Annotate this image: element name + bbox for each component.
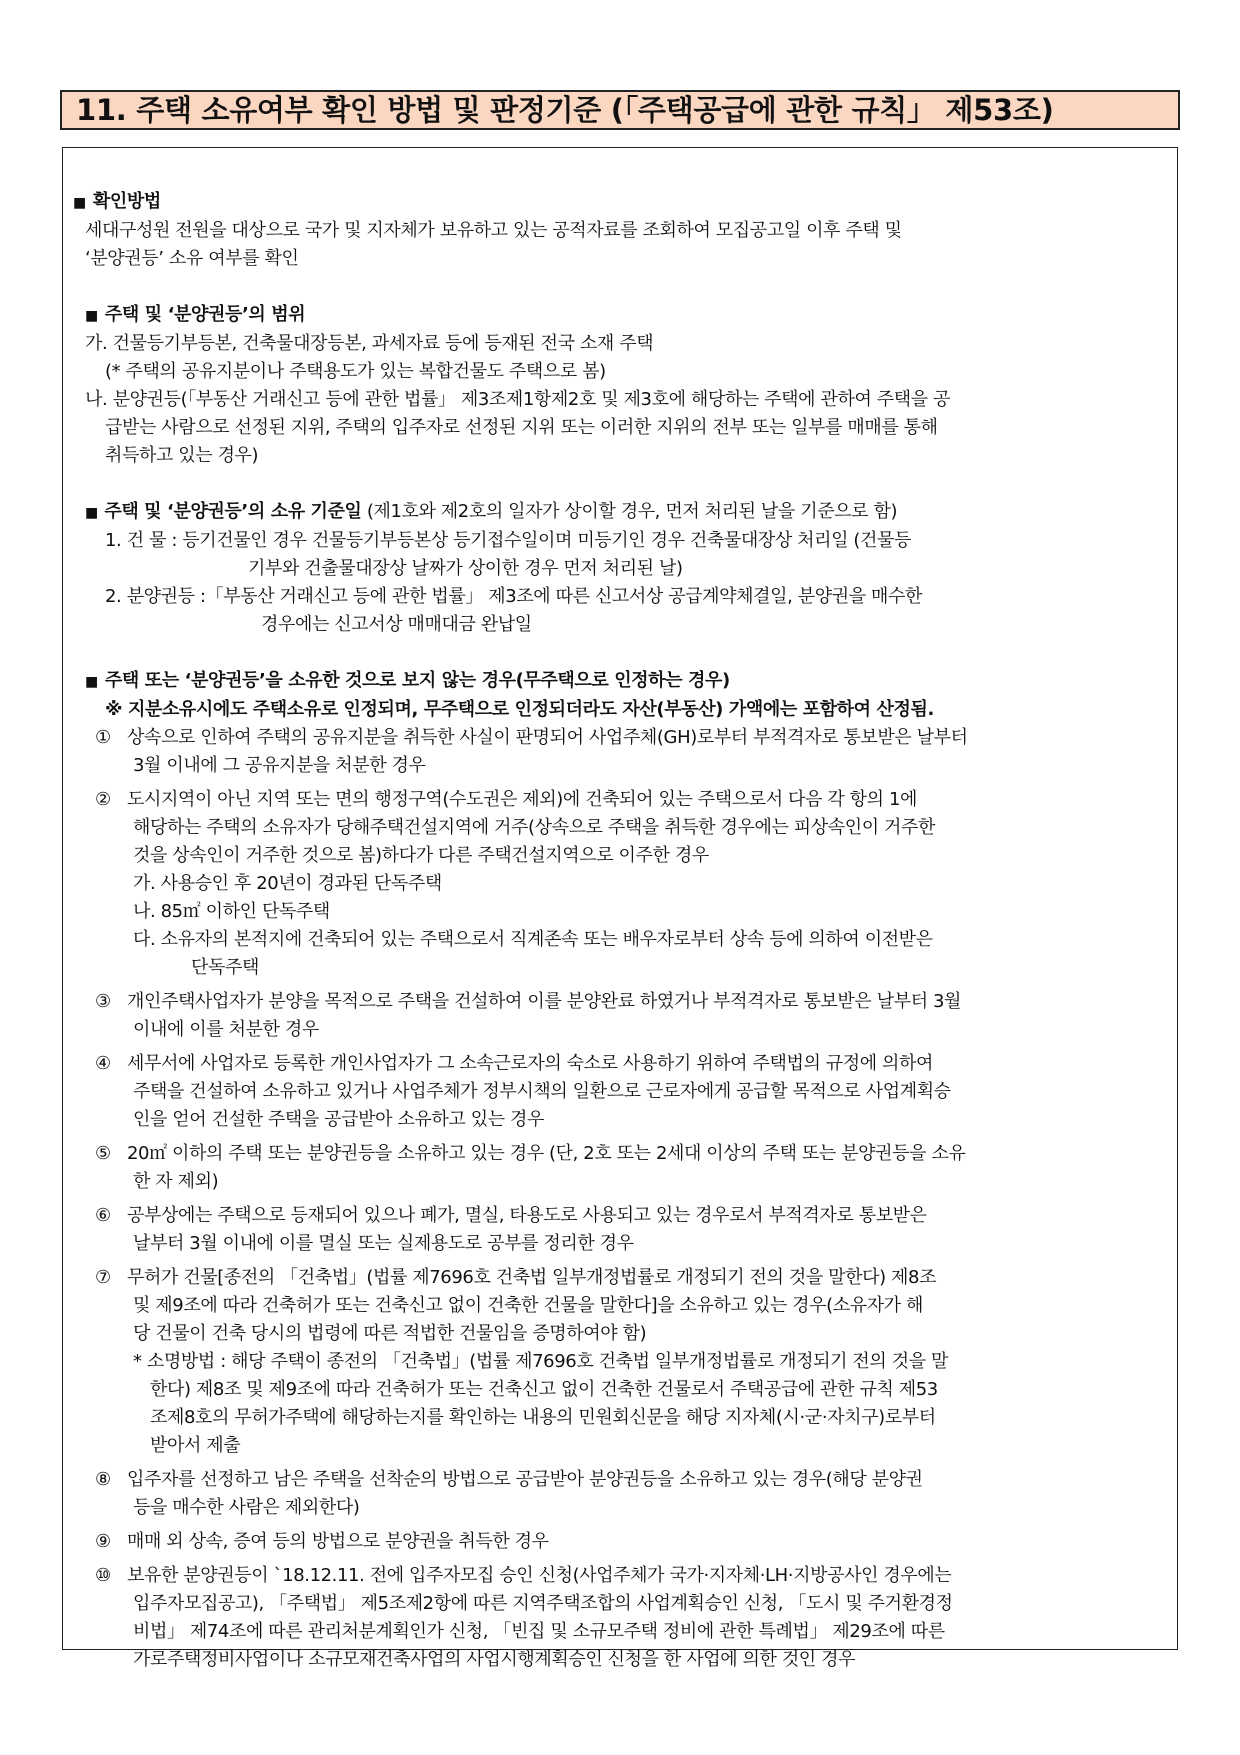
section-heading-text: 주택 또는 ‘분양권등’을 소유한 것으로 보지 않는 경우(무주택으로 인정하는 경우) (104, 670, 730, 691)
item-number: ⑥ (95, 1205, 111, 1226)
item-text: 해당하는 주택의 소유자가 당해주택건설지역에 거주(상속으로 주택을 취득한 경우에는 피상속인이 거주한 (133, 817, 935, 838)
exception-item (73, 988, 1161, 1044)
item-text: 상속으로 인하여 주택의 공유지분을 취득한 사실이 판명되어 사업주체(GH)로부터 부적격자로 통보받은 날부터 (127, 727, 968, 748)
exception-sub-line: 나. 85㎡ 이하인 단독주택 (133, 901, 330, 922)
item-number: ④ (95, 1053, 111, 1074)
exception-item-line (73, 1528, 1161, 1556)
item-number: ③ (95, 991, 111, 1012)
paragraph-line: 나. 분양권등(「부동산 거래신고 등에 관한 법률」 제3조제1항제2호 및 제3호에 해당하는 주택에 관하여 주택을 공 (85, 389, 951, 410)
item-text: 보유한 분양권등이 `18.12.11. 전에 입주자모집 승인 신청(사업주체가 국가·지자체·LH·지방공사인 경우에는 (127, 1565, 952, 1586)
exception-list (73, 724, 1161, 1674)
paragraph-line: 경우에는 신고서상 매매대금 완납일 (261, 614, 532, 635)
item-text: 세무서에 사업자로 등록한 개인사업자가 그 소속근로자의 숙소로 사용하기 위하여 주택법의 규정에 의하여 (127, 1053, 934, 1074)
exception-item-line (73, 1494, 1161, 1522)
item-number: ⑤ (95, 1143, 111, 1164)
exception-item-line (73, 1320, 1161, 1348)
exception-item-line (73, 842, 1161, 870)
item-text: 것을 상속인이 거주한 것으로 봄)하다가 다른 주택건설지역으로 이주한 경우 (133, 845, 709, 866)
item-number: ② (95, 789, 111, 810)
paragraph-line: 가. 건물등기부등본, 건축물대장등본, 과세자료 등에 등재된 전국 소재 주택 (85, 333, 654, 354)
item-text: 가로주택정비사업이나 소규모재건축사업의 사업시행계획승인 신청을 한 사업에 의한 것인 경우 (133, 1649, 856, 1670)
exception-item (73, 724, 1161, 780)
exception-item-line (73, 724, 1161, 752)
exception-item-line (73, 1140, 1161, 1168)
section-heading-reference-date (73, 498, 1161, 527)
exception-item-line (73, 1230, 1161, 1258)
section-heading-verification-method (73, 188, 1161, 217)
exception-item-line (73, 1078, 1161, 1106)
section-heading-text: 확인방법 (92, 191, 161, 212)
item-text: 입주자를 선정하고 남은 주택을 선착순의 방법으로 공급받아 분양권등을 소유하고 있는 경우(해당 분양권 (127, 1469, 923, 1490)
content-box (62, 147, 1178, 1670)
exception-item-line (73, 1292, 1161, 1320)
item-text: 날부터 3월 이내에 이를 멸실 또는 실제용도로 공부를 정리한 경우 (133, 1233, 634, 1254)
item-text: 한 자 제외) (133, 1171, 219, 1192)
item-number: ⑨ (95, 1531, 111, 1552)
item-text: 주택을 건설하여 소유하고 있거나 사업주체가 정부시책의 일환으로 근로자에게 공급할 목적으로 사업계획승 (133, 1081, 951, 1102)
paragraph-line: 취득하고 있는 경우) (105, 445, 259, 466)
paragraph-line: 1. 건 물 : 등기건물인 경우 건물등기부등본상 등기접수일이며 미등기인 경우 건축물대장상 처리일 (건물등 (105, 530, 912, 551)
item-text: 입주자모집공고), 「주택법」 제5조제2항에 따른 지역주택조합의 사업계획승인 신청, 「도시 및 주거환경정 (133, 1593, 953, 1614)
square-bullet-icon: ■ (73, 195, 86, 211)
square-bullet-icon: ■ (85, 308, 98, 324)
exception-item (73, 1466, 1161, 1522)
item-text: 도시지역이 아닌 지역 또는 면의 행정구역(수도권은 제외)에 건축되어 있는 주택으로서 다음 각 항의 1에 (127, 789, 917, 810)
exception-item-line (73, 1264, 1161, 1292)
item-text: 무허가 건물[종전의 「건축법」(법률 제7696호 건축법 일부개정법률로 개정되기 전의 것을 말한다) 제8조 (127, 1267, 937, 1288)
exception-sub-line: 한다) 제8조 및 제9조에 따라 건축허가 또는 건축신고 없이 건축한 건물로서 주택공급에 관한 규칙 제53 (150, 1379, 938, 1400)
exception-item (73, 1140, 1161, 1196)
exception-item-line (73, 786, 1161, 814)
item-text: 인을 얻어 건설한 주택을 공급받아 소유하고 있는 경우 (133, 1109, 544, 1130)
exception-item-line (73, 1590, 1161, 1618)
item-text: 비법」 제74조에 따른 관리처분계획인가 신청, 「빈집 및 소규모주택 정비에 관한 특례법」 제29조에 따른 (133, 1621, 945, 1642)
exception-item-line (73, 1646, 1161, 1674)
paragraph-line: 세대구성원 전원을 대상으로 국가 및 지자체가 보유하고 있는 공적자료를 조회하여 모집공고일 이후 주택 및 (85, 220, 902, 241)
item-text: 3월 이내에 그 공유지분을 처분한 경우 (133, 755, 426, 776)
exception-sub-line: * 소명방법 : 해당 주택이 종전의 「건축법」(법률 제7696호 건축법 일부개정법률로 개정되기 전의 것을 말 (133, 1351, 949, 1372)
paragraph-line: 2. 분양권등 :「부동산 거래신고 등에 관한 법률」 제3조에 따른 신고서상 공급계약체결일, 분양권을 매수한 (105, 586, 922, 607)
square-bullet-icon: ■ (85, 505, 98, 521)
item-text: 등을 매수한 사람은 제외한다) (133, 1497, 360, 1518)
item-text: 20㎡ 이하의 주택 또는 분양권등을 소유하고 있는 경우 (단, 2호 또는 2세대 이상의 주택 또는 분양권등을 소유 (127, 1143, 966, 1164)
paragraph-line: 급받는 사람으로 선정된 지위, 주택의 입주자로 선정된 지위 또는 이러한 지위의 전부 또는 일부를 매매를 통해 (105, 417, 938, 438)
paragraph-line: ‘분양권등’ 소유 여부를 확인 (85, 248, 299, 269)
exception-note: ※ 지분소유시에도 주택소유로 인정되며, 무주택으로 인정되더라도 자산(부동산) 가액에는 포함하여 산정됨. (105, 699, 934, 720)
exception-item-line (73, 1562, 1161, 1590)
exception-item-line (73, 1466, 1161, 1494)
exception-item (73, 1528, 1161, 1556)
exception-sub-line: 조제8호의 무허가주택에 해당하는지를 확인하는 내용의 민원회신문을 해당 지자체(시·군·자치구)로부터 (150, 1407, 936, 1428)
exception-sub-line: 단독주택 (191, 957, 259, 978)
exception-item (73, 1050, 1161, 1134)
item-number: ① (95, 727, 111, 748)
section-heading-text: 주택 및 ‘분양권등’의 소유 기준일 (104, 501, 362, 522)
exception-item-line (73, 1016, 1161, 1044)
exception-item (73, 1264, 1161, 1460)
item-text: 당 건물이 건축 당시의 법령에 따른 적법한 건물임을 증명하여야 함) (133, 1323, 647, 1344)
item-text: 매매 외 상속, 증여 등의 방법으로 분양권을 취득한 경우 (127, 1531, 549, 1552)
exception-item-line (73, 752, 1161, 780)
exception-item-line (73, 1050, 1161, 1078)
item-text: 개인주택사업자가 분양을 목적으로 주택을 건설하여 이를 분양완료 하였거나 부적격자로 통보받은 날부터 3월 (127, 991, 962, 1012)
exception-item-line (73, 1168, 1161, 1196)
item-text: 이내에 이를 처분한 경우 (133, 1019, 319, 1040)
item-number: ⑦ (95, 1267, 111, 1288)
exception-item-line (73, 1202, 1161, 1230)
section-heading-exceptions (73, 667, 1161, 696)
exception-item (73, 1202, 1161, 1258)
exception-sub-line: 가. 사용승인 후 20년이 경과된 단독주택 (133, 873, 442, 894)
item-text: 공부상에는 주택으로 등재되어 있으나 폐가, 멸실, 타용도로 사용되고 있는 경우로서 부적격자로 통보받은 (127, 1205, 927, 1226)
exception-sub-line: 받아서 제출 (150, 1435, 241, 1456)
exception-item (73, 1562, 1161, 1674)
exception-item-line (73, 988, 1161, 1016)
exception-sub-line: 다. 소유자의 본적지에 건축되어 있는 주택으로서 직계존속 또는 배우자로부터 상속 등에 의하여 이전받은 (133, 929, 933, 950)
exception-item-line (73, 1106, 1161, 1134)
item-text: 및 제9조에 따라 건축허가 또는 건축신고 없이 건축한 건물을 말한다]을 소유하고 있는 경우(소유자가 해 (133, 1295, 923, 1316)
item-number: ⑧ (95, 1469, 111, 1490)
square-bullet-icon: ■ (85, 674, 98, 690)
page-title: 11. 주택 소유여부 확인 방법 및 판정기준 (「주택공급에 관한 규칙」 제53조) (60, 90, 1180, 130)
section-heading-note: (제1호와 제2호의 일자가 상이할 경우, 먼저 처리된 날을 기준으로 함) (361, 501, 898, 522)
paragraph-line: (* 주택의 공유지분이나 주택용도가 있는 복합건물도 주택으로 봄) (105, 361, 606, 382)
section-heading-scope (73, 301, 1161, 330)
exception-item-line (73, 814, 1161, 842)
exception-item (73, 786, 1161, 982)
exception-item-line (73, 1618, 1161, 1646)
section-heading-text: 주택 및 ‘분양권등’의 범위 (104, 304, 306, 325)
item-number: ⑩ (95, 1565, 111, 1586)
paragraph-line: 기부와 건출물대장상 날짜가 상이한 경우 먼저 처리된 날) (248, 558, 683, 579)
